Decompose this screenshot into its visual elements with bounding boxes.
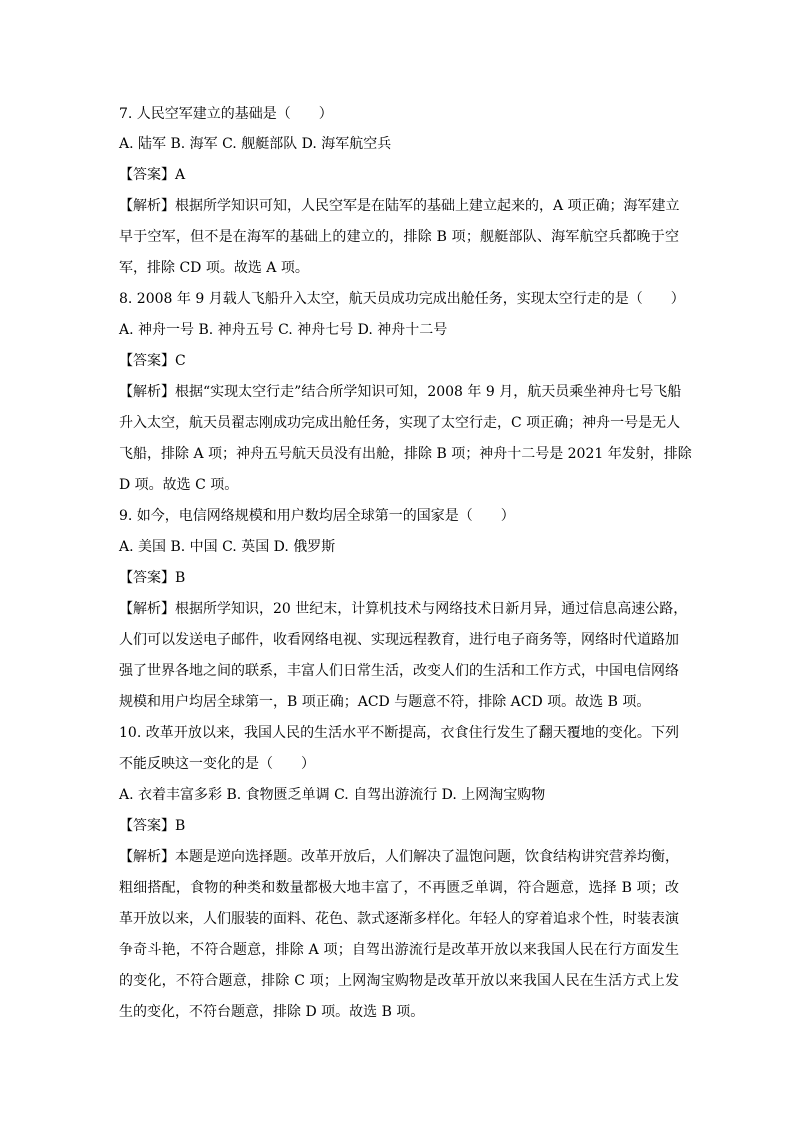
question-8-options: A. 神舟一号 B. 神舟五号 C. 神舟七号 D. 神舟十二号 <box>119 322 448 338</box>
question-10-analysis-line: 粗细搭配，食物的种类和数量都极大地丰富了，不再匮乏单调，符合题意，选择 B 项；改 <box>119 880 679 896</box>
question-10-text: 不能反映这一变化的是（ ） <box>119 756 315 772</box>
question-9-analysis-line: 强了世界各地之间的联系，丰富人们日常生活，改变人们的生活和工作方式，中国电信网络 <box>119 663 679 679</box>
question-9-analysis-line: 规模和用户均居全球第一，B 项正确；ACD 与题意不符，排除 ACD 项。故选 B 项。 <box>119 694 651 710</box>
question-10-options: A. 衣着丰富多彩 B. 食物匮乏单调 C. 自驾出游流行 D. 上网淘宝购物 <box>119 787 546 803</box>
question-8-answer: 【答案】C <box>119 353 186 369</box>
question-9-analysis-line: 【解析】根据所学知识，20 世纪末，计算机技术与网络技术日新月异，通过信息高速公路， <box>119 601 688 617</box>
question-9-text: 9. 如今，电信网络规模和用户数均居全球第一的国家是（ ） <box>119 508 515 524</box>
question-10-answer: 【答案】B <box>119 818 186 834</box>
question-8-analysis-line: D 项。故选 C 项。 <box>119 477 239 493</box>
question-10-analysis-line: 生的变化，不符台题意，排除 D 项。故选 B 项。 <box>119 1004 425 1020</box>
question-9-answer: 【答案】B <box>119 570 186 586</box>
question-9-options: A. 美国 B. 中国 C. 英国 D. 俄罗斯 <box>119 539 336 555</box>
question-8-analysis-line: 飞船，排除 A 项；神舟五号航天员没有出舱，排除 B 项；神舟十二号是 2021 年发射，排除 <box>119 446 692 462</box>
question-10-analysis-line: 争奇斗艳，不符合题意，排除 A 项；自驾出游流行是改革开放以来我国人民在行方面发生 <box>119 942 679 958</box>
question-7-text: 7. 人民空军建立的基础是（ ） <box>119 106 333 122</box>
question-8-text: 8. 2008 年 9 月载人飞船升入太空，航天员成功完成出舱任务，实现太空行走的是（ ） <box>119 291 685 307</box>
question-7-options: A. 陆军 B. 海军 C. 舰艇部队 D. 海军航空兵 <box>119 136 392 152</box>
question-10-analysis-line: 革开放以来，人们服装的面料、花色、款式逐渐多样化。年轻人的穿着追求个性，时装表演 <box>119 911 679 927</box>
question-10-analysis-line: 的变化，不符合题意，排除 C 项；上网淘宝购物是改革开放以来我国人民在生活方式上发 <box>119 973 679 989</box>
question-9-analysis-line: 人们可以发送电子邮件，收看网络电视、实现远程教育，进行电子商务等，网络时代道路加 <box>119 632 679 648</box>
question-7-analysis-line: 早于空军，但不是在海军的基础上的建立的，排除 B 项；舰艇部队、海军航空兵都晚于空 <box>119 229 679 245</box>
question-7-analysis-line: 军，排除 CD 项。故选 A 项。 <box>119 260 309 276</box>
question-8-analysis-line: 升入太空，航天员翟志刚成功完成出舱任务，实现了太空行走，C 项正确；神舟一号是无人 <box>119 415 681 431</box>
question-8-analysis-line: 【解析】根据“实现太空行走”结合所学知识可知，2008 年 9 月，航天员乘坐神舟七号飞船 <box>119 384 682 400</box>
question-7-analysis-line: 【解析】根据所学知识可知，人民空军是在陆军的基础上建立起来的，A 项正确；海军建立 <box>119 198 680 214</box>
question-10-analysis-line: 【解析】本题是逆向选择题。改革开放后，人们解决了温饱问题，饮食结构讲究营养均衡， <box>119 849 679 865</box>
question-7-answer: 【答案】A <box>119 167 186 183</box>
question-10-text: 10. 改革开放以来，我国人民的生活水平不断提高，衣食住行发生了翻天覆地的变化。下列 <box>119 725 679 741</box>
